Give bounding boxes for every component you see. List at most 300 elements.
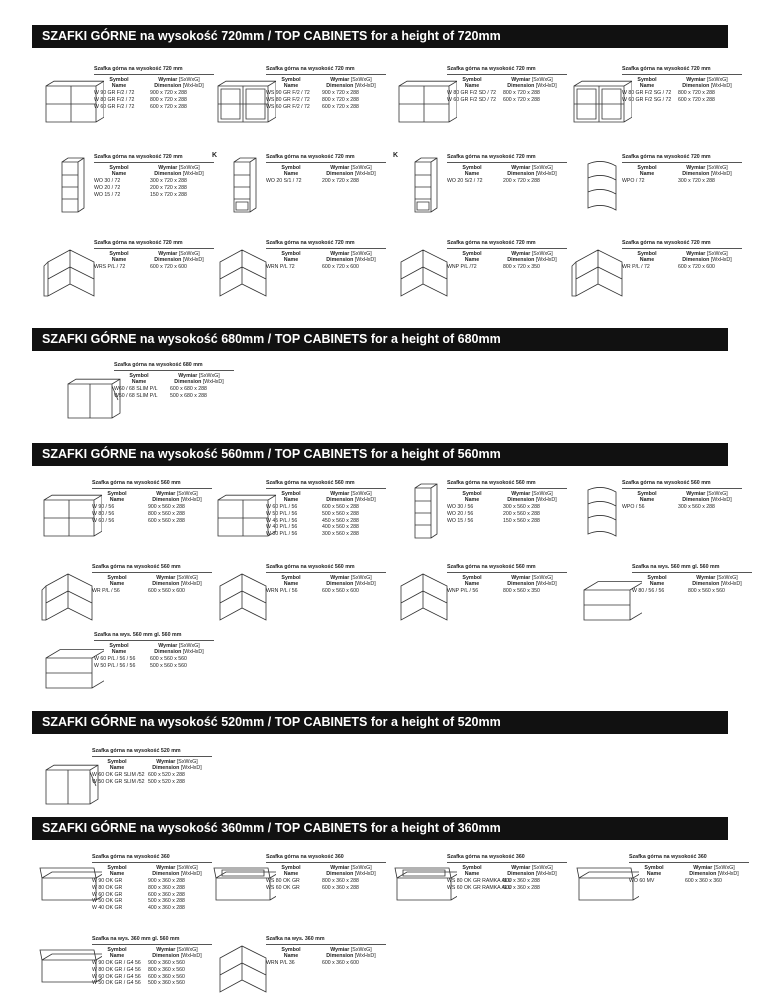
symbol-header [632,575,682,587]
section-header-560 [32,443,728,466]
dimension-unit: [WxHxD] [180,581,202,587]
symbol-value: W 50 P/L / 56 [266,510,298,517]
spec-title: Szafka górna na wysokość 720 mm [622,240,742,249]
spec-title: Szafka górna na wysokość 560 mm [447,564,567,573]
name-label: Name [283,257,299,263]
wymiar-unit: [SxWxG] [706,77,728,83]
spec-row [92,898,212,905]
spec-table [94,66,214,110]
spec-table [447,66,567,104]
dimension-unit: [WxHxD] [710,83,732,89]
section-title-en: TOP CABINETS for a height of 680mm [274,332,501,346]
dimension-label: Dimension [692,581,720,587]
wymiar-label: Wymiar [158,77,178,83]
name-label: Name [639,257,655,263]
spec-row [94,663,214,670]
section-title-en: TOP CABINETS for a height of 360mm [274,821,501,835]
cabinet-entry [393,480,568,560]
cabinet-entry [393,240,568,320]
symbol-value: WS 60 OK GR [266,884,300,891]
spec-title: Szafka górna na wysokość 520 mm [92,748,212,757]
wymiar-unit: [SxWxG] [176,947,198,953]
symbol-header [447,77,497,89]
symbol-value: WPO / 56 [622,504,645,510]
wymiar-unit: [SxWxG] [350,865,372,871]
symbol-label: Symbol [281,251,301,257]
spec-header [94,251,214,263]
wymiar-label: Wymiar [511,251,531,257]
wymiar-unit: [SxWxG] [713,865,735,871]
wymiar-unit: [SxWxG] [176,491,198,497]
spec-table [622,66,742,104]
dimension-header [316,251,386,263]
dimension-value: 400 x 360 x 288 [148,905,185,912]
symbol-label: Symbol [281,165,301,171]
dimension-label: Dimension [326,953,354,959]
symbol-label: Symbol [109,165,129,171]
spec-header [92,759,212,771]
name-label: Name [111,171,127,177]
k-label: K [212,152,218,159]
name-label: Name [109,765,125,771]
spec-header [92,865,212,877]
symbol-value: W 80 OK GR [92,884,123,891]
wymiar-label: Wymiar [511,865,531,871]
dimension-header [142,947,212,959]
symbol-value: W 60 GR F/2 SG / 72 [622,96,672,103]
spec-row [266,104,386,111]
spec-row [266,524,386,531]
dimension-unit: [WxHxD] [182,257,204,263]
dimension-header [316,947,386,959]
spec-header [266,947,386,959]
cabinet-entry [568,240,743,320]
cabinet-entry [212,154,387,234]
section-title-en: TOP CABINETS for a height of 720mm [274,29,501,43]
name-label: Name [109,871,125,877]
dimension-label: Dimension [682,257,710,263]
dimension-unit: [WxHxD] [354,871,376,877]
dimension-unit: [WxHxD] [354,953,376,959]
spec-row [266,264,386,271]
symbol-header [94,251,144,263]
dimension-label: Dimension [507,497,535,503]
spec-header [447,865,567,877]
spec-row [266,518,386,525]
spec-title: Szafka górna na wysokość 720 mm [266,154,386,163]
symbol-label: Symbol [644,865,664,871]
spec-row [266,878,386,885]
name-label: Name [639,171,655,177]
dimension-value: 900 x 360 x 288 [148,878,185,884]
name-label: Name [464,257,480,263]
wymiar-unit: [SxWxG] [531,575,553,581]
name-label: Name [283,581,299,587]
symbol-value: WO 20 S/2 / 72 [447,178,483,184]
name-label: Name [283,497,299,503]
symbol-header [114,373,164,385]
dimension-value: 600 x 560 x 600 [322,588,359,594]
spec-title: Szafka górna na wysokość 720 mm [266,240,386,249]
dimension-label: Dimension [507,581,535,587]
symbol-value: WO 30 / 56 [447,504,474,510]
section-header-720 [32,25,728,48]
cabinet-entry [393,66,568,146]
dimension-value: 600 x 360 x 288 [322,884,359,891]
dimension-value: 900 x 560 x 288 [148,504,185,510]
dimension-value: 800 x 360 x 288 [148,884,185,891]
dimension-value: 800 x 720 x 350 [503,264,540,270]
wymiar-label: Wymiar [686,251,706,257]
dimension-value: 200 x 560 x 288 [503,510,540,517]
spec-row [266,885,386,892]
spec-table [92,936,212,987]
symbol-header [94,77,144,89]
symbol-label: Symbol [281,575,301,581]
cabinet-entry [212,66,387,146]
symbol-value: WPO / 72 [622,178,645,184]
dimension-header [144,643,214,655]
wymiar-label: Wymiar [330,165,350,171]
dimension-header [316,491,386,503]
dimension-header [497,165,567,177]
spec-title: Szafka górna na wysokość 360 [447,854,567,863]
dimension-value: 300 x 560 x 288 [322,531,359,538]
symbol-label: Symbol [109,77,129,83]
dimension-unit: [WxHxD] [710,497,732,503]
wymiar-unit: [SxWxG] [176,575,198,581]
cabinet-entry [393,154,568,234]
cabinet-entry [38,936,213,1007]
dimension-value: 600 x 720 x 600 [150,264,187,270]
spec-table [266,480,386,538]
symbol-label: Symbol [109,643,129,649]
cabinet-entry [40,632,215,712]
symbol-value: W 90 / 56 [92,504,115,510]
spec-header [622,491,742,503]
spec-header [94,77,214,89]
spec-row [266,97,386,104]
section-title-pl: SZAFKI GÓRNE na wysokość 720mm / [42,29,272,43]
dimension-unit: [WxHxD] [354,257,376,263]
symbol-value: W 90 OK GR [92,878,123,884]
symbol-value: WS 90 GR F/2 / 72 [266,90,310,96]
section-title-pl: SZAFKI GÓRNE na wysokość 680mm / [42,332,272,346]
spec-title: Szafka górna na wysokość 560 mm [266,564,386,573]
dimension-header [144,165,214,177]
symbol-value: WO 30 / 72 [94,178,121,184]
spec-row [92,504,212,511]
spec-header [94,165,214,177]
spec-title: Szafka górna na wysokość 720 mm [94,66,214,75]
spec-row [447,588,567,595]
wymiar-unit: [SxWxG] [178,77,200,83]
dimension-value: 800 x 720 x 288 [150,96,187,103]
dimension-header [142,491,212,503]
symbol-value: WS 80 GR F/2 / 72 [266,96,310,103]
dimension-value: 600 x 720 x 288 [150,103,187,110]
symbol-header [629,865,679,877]
name-label: Name [111,649,127,655]
symbol-label: Symbol [462,575,482,581]
wymiar-label: Wymiar [156,759,176,765]
cabinet-entry [40,152,218,234]
spec-table [266,66,386,110]
dimension-value: 300 x 720 x 288 [678,178,715,184]
symbol-value: W 80 / 56 / 56 [632,588,665,594]
symbol-value: WR P/L / 56 [92,588,120,594]
dimension-value: 600 x 360 x 600 [322,960,359,966]
dimension-value: 500 x 520 x 288 [148,778,185,785]
cabinet-entry [393,854,568,934]
spec-title: Szafka górna na wysokość 720 mm [94,240,214,249]
name-label: Name [109,497,125,503]
spec-row [447,178,567,185]
dimension-header [497,251,567,263]
spec-header [94,643,214,655]
spec-row [629,878,749,885]
spec-table [447,480,567,524]
dimension-header [142,759,212,771]
symbol-value: WS 80 OK GR RAMKA ALU [447,878,512,884]
dimension-label: Dimension [682,83,710,89]
dimension-value: 600 x 680 x 288 [170,386,207,392]
dimension-value: 800 x 720 x 288 [678,90,715,96]
spec-table [92,854,212,912]
dimension-value: 600 x 520 x 288 [148,772,185,778]
spec-row [92,892,212,899]
dimension-label: Dimension [152,765,180,771]
spec-row [92,974,212,981]
dimension-value: 800 x 720 x 288 [503,90,540,96]
spec-header [447,77,567,89]
spec-row [94,178,214,185]
cabinet-entry [40,240,215,320]
wymiar-unit: [SxWxG] [706,491,728,497]
wymiar-label: Wymiar [686,491,706,497]
dimension-header [316,575,386,587]
spec-row [92,588,212,595]
spec-row [266,531,386,538]
dimension-unit: [WxHxD] [354,171,376,177]
name-label: Name [464,171,480,177]
symbol-label: Symbol [281,491,301,497]
symbol-header [266,251,316,263]
dimension-value: 800 x 720 x 288 [322,96,359,103]
dimension-value: 600 x 560 x 288 [148,517,185,524]
dimension-value: 900 x 720 x 288 [322,90,359,96]
spec-row [92,960,212,967]
spec-title: Szafka na wys. 560 mm gl. 560 mm [94,632,214,641]
spec-table [92,748,212,786]
symbol-value: WS 60 OK GR RAMKA ALU [447,884,512,891]
spec-row [92,511,212,518]
symbol-value: W 60 / 56 [92,517,115,524]
symbol-value: WO 20 S/1 / 72 [266,178,302,184]
wymiar-unit: [SxWxG] [350,251,372,257]
symbol-label: Symbol [462,251,482,257]
spec-header [266,575,386,587]
spec-header [92,947,212,959]
dimension-unit: [WxHxD] [535,257,557,263]
symbol-header [622,251,672,263]
dimension-value: 200 x 720 x 288 [150,184,187,191]
k-label: K [393,152,399,159]
wymiar-label: Wymiar [156,865,176,871]
dimension-label: Dimension [326,83,354,89]
symbol-header [94,165,144,177]
symbol-label: Symbol [647,575,667,581]
wymiar-unit: [SxWxG] [350,575,372,581]
dimension-value: 600 x 720 x 288 [322,103,359,110]
dimension-value: 600 x 360 x 560 [148,973,185,980]
symbol-header [266,77,316,89]
spec-table [94,632,214,670]
spec-header [447,491,567,503]
name-label: Name [646,871,662,877]
name-label: Name [111,83,127,89]
dimension-header [316,77,386,89]
symbol-value: WO 20 / 72 [94,184,121,191]
spec-row [266,178,386,185]
symbol-header [92,491,142,503]
symbol-label: Symbol [107,491,127,497]
symbol-value: W 80 GR F/2 SG / 72 [622,90,672,96]
wymiar-unit: [SxWxG] [350,77,372,83]
name-label: Name [464,83,480,89]
spec-table [266,564,386,595]
symbol-label: Symbol [637,77,657,83]
spec-table [94,154,214,198]
symbol-header [266,491,316,503]
spec-row [447,264,567,271]
name-label: Name [283,871,299,877]
symbol-value: WNP P/L /72 [447,264,477,270]
dimension-unit: [WxHxD] [182,649,204,655]
symbol-value: W 80 GR F/2 / 72 [94,96,135,103]
symbol-header [92,759,142,771]
wymiar-unit: [SxWxG] [531,491,553,497]
dimension-value: 450 x 560 x 288 [322,517,359,524]
spec-table [629,854,749,885]
dimension-value: 800 x 560 x 560 [688,588,725,594]
spec-row [447,511,567,518]
dimension-value: 800 x 560 x 288 [148,510,185,517]
wymiar-unit: [SxWxG] [531,865,553,871]
name-label: Name [639,497,655,503]
symbol-label: Symbol [107,575,127,581]
symbol-header [447,165,497,177]
spec-row [447,878,567,885]
spec-row [94,656,214,663]
symbol-value: WO 15 / 56 [447,517,474,524]
symbol-label: Symbol [637,165,657,171]
spec-table [266,240,386,271]
wymiar-label: Wymiar [511,491,531,497]
dimension-value: 150 x 560 x 288 [503,517,540,524]
dimension-unit: [WxHxD] [202,379,224,385]
name-label: Name [639,83,655,89]
dimension-value: 800 x 360 x 288 [322,878,359,884]
spec-row [622,504,742,511]
spec-table [266,854,386,892]
dimension-value: 600 x 720 x 288 [503,96,540,103]
spec-header [266,251,386,263]
spec-title: Szafka górna na wysokość 720 mm [622,154,742,163]
symbol-value: W 30 P/L / 56 [266,531,298,538]
dimension-header [497,77,567,89]
name-label: Name [111,257,127,263]
dimension-value: 900 x 720 x 288 [150,90,187,96]
section-title-en: TOP CABINETS for a height of 560mm [274,447,501,461]
symbol-value: WRN P/L 36 [266,960,295,966]
dimension-header [497,575,567,587]
cabinet-entry [568,480,743,560]
spec-header [447,251,567,263]
dimension-value: 500 x 360 x 560 [148,980,185,987]
wymiar-label: Wymiar [330,575,350,581]
name-label: Name [649,581,665,587]
dimension-unit: [WxHxD] [717,871,739,877]
spec-title: Szafka górna na wysokość 720 mm [447,240,567,249]
wymiar-label: Wymiar [686,165,706,171]
wymiar-label: Wymiar [330,251,350,257]
wymiar-unit: [SxWxG] [176,759,198,765]
dimension-label: Dimension [326,171,354,177]
spec-row [114,386,234,393]
dimension-header [144,77,214,89]
symbol-label: Symbol [109,251,129,257]
dimension-label: Dimension [507,871,535,877]
spec-header [266,865,386,877]
spec-row [266,511,386,518]
spec-header [266,165,386,177]
name-label: Name [464,581,480,587]
spec-row [447,97,567,104]
cabinet-entry [60,362,235,442]
symbol-value: W 60 OK GR SLIM /52 [92,772,145,778]
cabinet-entry [212,240,387,320]
symbol-label: Symbol [281,865,301,871]
wymiar-label: Wymiar [178,373,198,379]
dimension-label: Dimension [154,171,182,177]
spec-row [92,905,212,912]
dimension-value: 800 x 360 x 560 [148,966,185,973]
symbol-header [266,575,316,587]
spec-row [266,588,386,595]
dimension-value: 200 x 720 x 288 [503,178,540,184]
spec-row [94,104,214,111]
spec-table [266,154,386,185]
spec-table [447,854,567,892]
section-header-680 [32,328,728,351]
spec-header [266,77,386,89]
symbol-value: W 50 OK GR SLIM /52 [92,778,145,785]
dimension-header [142,865,212,877]
dimension-unit: [WxHxD] [710,171,732,177]
name-label: Name [109,953,125,959]
wymiar-unit: [SxWxG] [178,165,200,171]
spec-title: Szafka górna na wysokość 360 [92,854,212,863]
spec-row [92,779,212,786]
cabinet-entry [575,854,750,934]
wymiar-unit: [SxWxG] [531,165,553,171]
symbol-label: Symbol [129,373,149,379]
dimension-value: 150 x 720 x 288 [150,191,187,198]
wymiar-label: Wymiar [696,575,716,581]
spec-title: Szafka górna na wysokość 560 mm [92,564,212,573]
dimension-value: 400 x 560 x 288 [322,524,359,531]
